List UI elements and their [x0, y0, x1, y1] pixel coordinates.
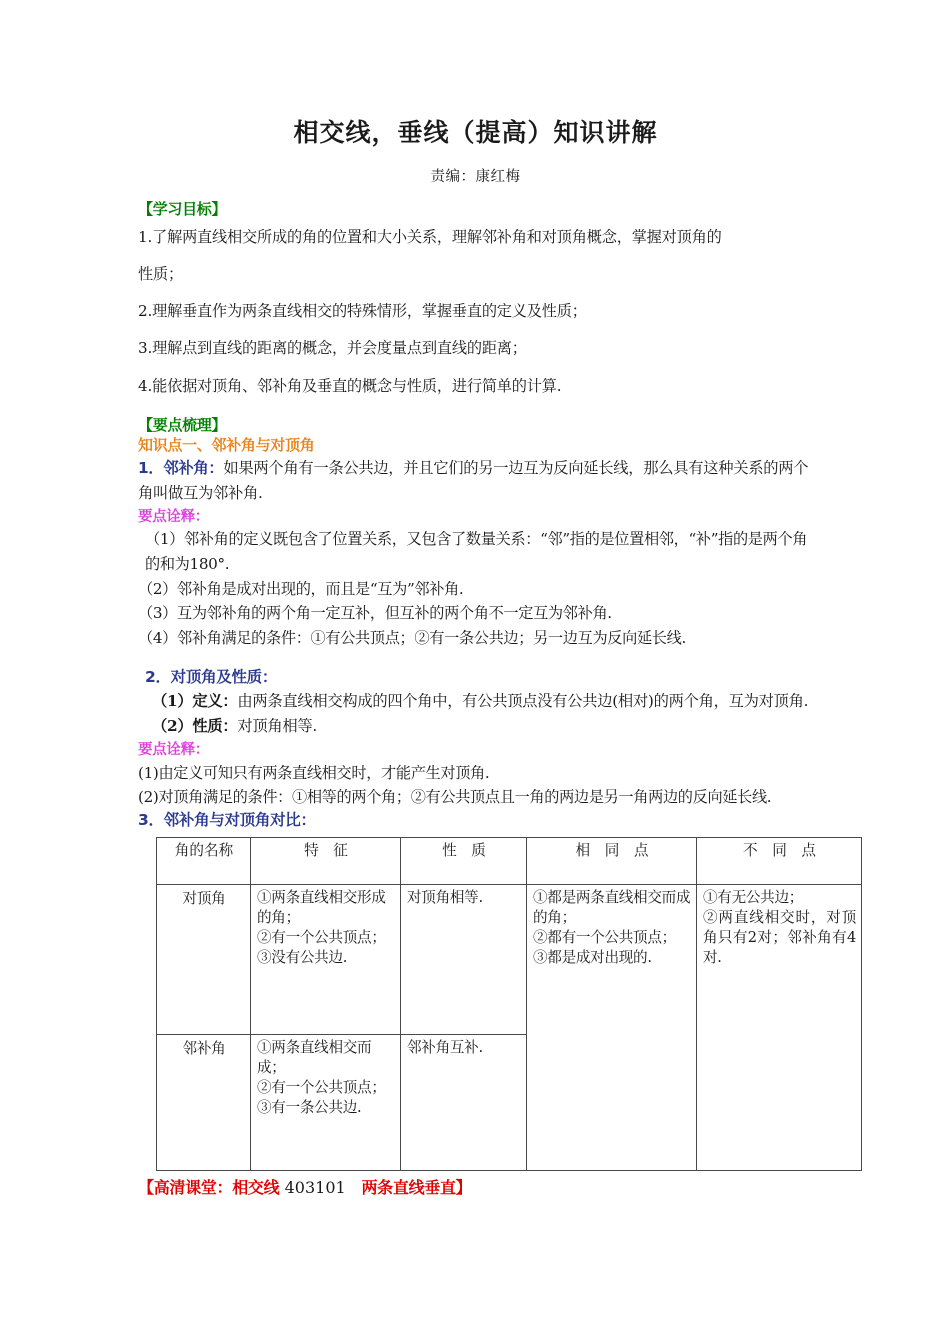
- section2-prop-label: （2）性质：: [152, 717, 238, 736]
- objective-item-2: 2.理解垂直作为两条直线相交的特殊情形，掌握垂直的定义及性质；: [138, 302, 587, 321]
- cell-line: ③都是成对出现的.: [533, 949, 652, 967]
- cell-line: ②有一个公共顶点；: [257, 929, 386, 947]
- column-header-feature: 特 征: [251, 838, 401, 885]
- section3-heading: 3．邻补角与对顶角对比：: [138, 810, 316, 829]
- reference-prefix: 【高清课堂：相交线: [138, 1178, 280, 1198]
- cell-line: ②都有一个公共顶点；: [533, 929, 676, 947]
- cell-line: ①有无公共边；: [703, 889, 804, 907]
- objective-item-1: 1.了解两直线相交所成的角的位置和大小关系，理解邻补角和对顶角概念，掌握对顶角的: [138, 227, 722, 246]
- list-item: （1）邻补角的定义既包含了位置关系，又包含了数量关系：“邻”指的是位置相邻，“补”指的是两个角的和为180°.: [145, 530, 808, 573]
- section2-explain-heading: 要点诠释：: [138, 742, 209, 759]
- comparison-table-wrapper: [156, 837, 856, 1171]
- cell-line: ②有一个公共顶点；: [257, 1079, 386, 1097]
- section2-prop-body: 对顶角相等.: [237, 717, 317, 736]
- column-header-name: 角的名称: [157, 838, 251, 885]
- comparison-table: [156, 837, 862, 1171]
- byline: 责编：康红梅: [430, 169, 521, 185]
- spacer: [138, 650, 813, 667]
- section2-property: [138, 714, 813, 739]
- objective-item-4: 4.能依据对顶角、邻补角及垂直的概念与性质，进行简单的计算.: [138, 376, 562, 395]
- list-item: （2）邻补角是成对出现的，而且是“互为”邻补角.: [138, 579, 464, 598]
- table-header-row: [157, 838, 862, 885]
- cell-line: ②两直线相交时，对顶角只有2对；邻补角有4对.: [703, 909, 856, 967]
- cell-same-points: [527, 885, 697, 1171]
- list-item: （3）互为邻补角的两个角一定互补，但互补的两个角不一定互为邻补角.: [138, 604, 612, 623]
- list-item: （4）邻补角满足的条件：①有公共顶点；②有一条公共边；另一边互为反向延长线.: [138, 628, 686, 647]
- section1-explain-heading: 要点诠释：: [138, 508, 209, 525]
- section1-explain-list: [138, 527, 813, 650]
- learning-objectives-heading: 【学习目标】: [138, 200, 227, 218]
- cell-diff-points: [697, 885, 862, 1171]
- page-title: 相交线，垂线（提高）知识讲解: [293, 118, 658, 147]
- list-item: (1)由定义可知只有两条直线相交时，才能产生对顶角.: [138, 763, 490, 782]
- column-header-diff-points: 不 同 点: [697, 838, 862, 885]
- cell-angle-name: 对顶角: [157, 885, 251, 1035]
- column-header-property: 性 质: [401, 838, 527, 885]
- section2-def-label: （1）定义：: [152, 691, 238, 710]
- spacer: [138, 1171, 813, 1178]
- section2-heading: 2．对顶角及性质：: [145, 668, 278, 687]
- cell-feature: [251, 885, 401, 1035]
- objective-item-1-cont: 性质；: [138, 264, 183, 283]
- cell-feature: [251, 1035, 401, 1171]
- cell-line: ①两条直线相交而成；: [257, 1039, 372, 1077]
- knowledge-point-1-heading: 知识点一、邻补角与对顶角: [138, 435, 315, 454]
- reference-suffix: 两条直线垂直】: [361, 1178, 472, 1198]
- cell-line: ①两条直线相交形成的角；: [257, 889, 386, 927]
- reference-code: 403101: [284, 1178, 346, 1198]
- section1-body: 如果两个角有一条公共边，并且它们的另一边互为反向延长线，那么具有这种关系的两个角叫做互为邻补角.: [138, 459, 809, 502]
- list-item: (2)对顶角满足的条件：①相等的两个角；②有公共顶点且一角的两边是另一角两边的反向延长线.: [138, 788, 772, 807]
- objective-item-3: 3.理解点到直线的距离的概念，并会度量点到直线的距离；: [138, 339, 527, 358]
- key-points-heading: 【要点梳理】: [138, 415, 227, 434]
- cell-line: ③有一条公共边.: [257, 1099, 362, 1117]
- cell-line: ③没有公共边.: [257, 949, 348, 967]
- column-header-same-points: 相 同 点: [527, 838, 697, 885]
- section2-def-body: 由两条直线相交构成的四个角中，有公共顶点没有公共边(相对)的两个角，互为对顶角.: [237, 691, 809, 710]
- cell-angle-name: 邻补角: [157, 1035, 251, 1171]
- document-content: [138, 0, 856, 1199]
- cell-line: ①都是两条直线相交而成的角；: [533, 889, 691, 927]
- table-row: [157, 885, 862, 1035]
- hd-classroom-reference: [138, 1178, 813, 1199]
- section1-definition: [138, 456, 813, 506]
- section2-definition: [138, 689, 813, 714]
- cell-property: 对顶角相等.: [401, 885, 527, 1035]
- cell-property: 邻补角互补.: [401, 1035, 527, 1171]
- section1-label: 1．邻补角：: [138, 459, 224, 478]
- section2-explain-list: [138, 761, 813, 810]
